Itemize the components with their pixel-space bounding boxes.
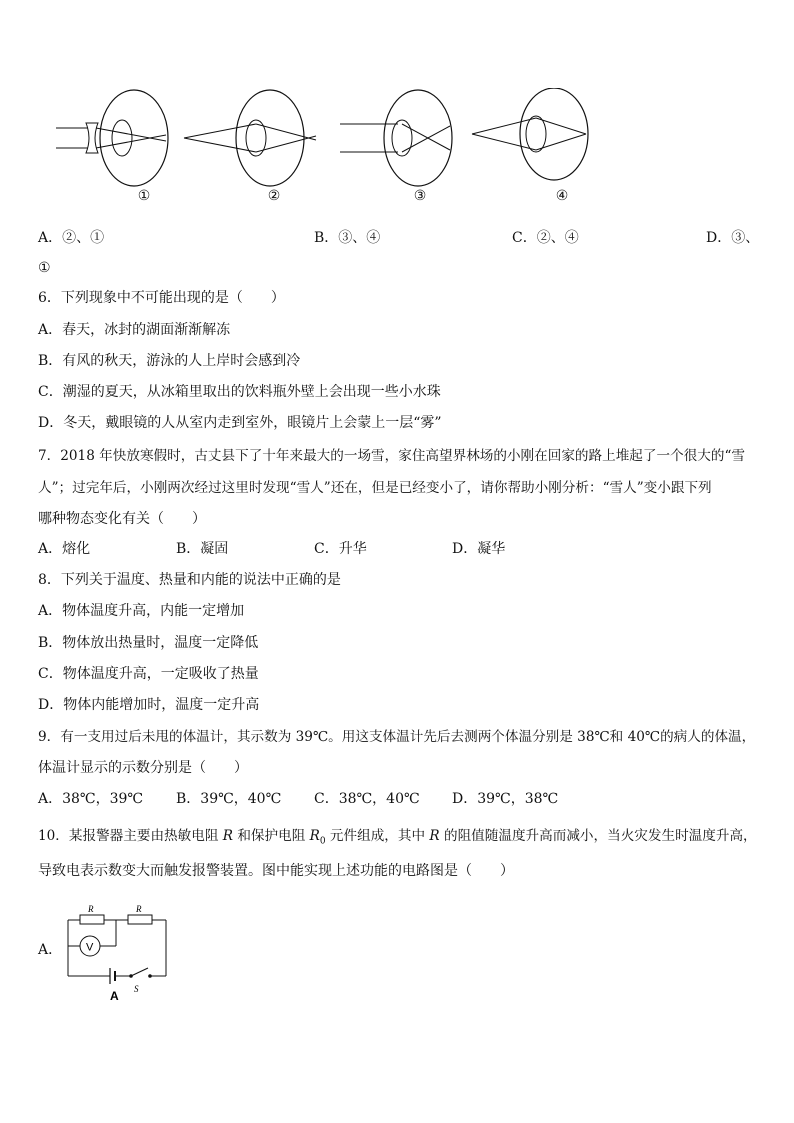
circuit-a-label: A xyxy=(110,989,119,1003)
switch-label: S xyxy=(134,984,139,994)
eye-figure-3 xyxy=(336,88,476,208)
circuit-diagram-a xyxy=(62,900,182,1008)
voltmeter-label: V xyxy=(86,941,94,954)
figure-label-2: ② xyxy=(267,188,281,204)
q10-option-a-label: A． xyxy=(38,942,63,958)
q5-option-c: C．②、④ xyxy=(512,230,579,246)
q7-option-d: D．凝华 xyxy=(452,541,506,557)
q7-stem-line1: 7．2018 年快放寒假时，古丈县下了十年来最大的一场雪，家住高望界林场的小刚在回家的路上堆起了一个很大的“雪 xyxy=(38,448,746,464)
q10-text-c: 元件组成，其中 xyxy=(325,828,430,844)
figure-label-3: ③ xyxy=(413,188,427,204)
q7-stem-line2: 人”；过完年后，小刚两次经过这里时发现“雪人”还在，但是已经变小了，请你帮助小刚分析：“雪人”变小跟下列 xyxy=(38,480,712,496)
q10-var-r0: R xyxy=(309,828,320,844)
q8-option-b: B．物体放出热量时，温度一定降低 xyxy=(38,635,259,651)
q9-option-c: C．38℃，40℃ xyxy=(314,791,420,807)
q8-option-d: D．物体内能增加时，温度一定升高 xyxy=(38,697,260,713)
q5-option-b: B．③、④ xyxy=(314,230,381,246)
resistor-2-label: R xyxy=(136,904,142,914)
q5-option-d: D．③、 xyxy=(706,230,760,246)
q6-stem: 6．下列现象中不可能出现的是（ ） xyxy=(38,290,285,306)
q10-text-b: 和保护电阻 xyxy=(233,828,310,844)
q5-option-d-cont: ① xyxy=(38,260,51,276)
q7-option-c: C．升华 xyxy=(314,541,367,557)
q10-var-r: R xyxy=(222,828,233,844)
eye-diagram-3 xyxy=(336,88,476,188)
resistor-1-label: R xyxy=(88,904,94,914)
q5-option-a: A．②、① xyxy=(38,230,105,246)
q9-stem-line2: 体温计显示的示数分别是（ ） xyxy=(38,760,248,776)
q7-option-a: A．熔化 xyxy=(38,541,91,557)
eye-figure-2 xyxy=(182,88,322,208)
q6-option-b: B．有风的秋天，游泳的人上岸时会感到冷 xyxy=(38,353,301,369)
q6-option-a: A．春天，冰封的湖面渐渐解冻 xyxy=(38,322,231,338)
eye-figure-4 xyxy=(470,88,610,208)
q10-var-r-2: R xyxy=(429,828,440,844)
eye-diagram-4 xyxy=(470,88,610,188)
q10-text-a: 10．某报警器主要由热敏电阻 xyxy=(38,828,223,844)
q9-option-a: A．38℃，39℃ xyxy=(38,791,144,807)
q9-option-d: D．39℃，38℃ xyxy=(452,791,559,807)
q10-text-d: 的阻值随温度升高而减小，当火灾发生时温度升高， xyxy=(439,828,757,844)
q8-stem: 8．下列关于温度、热量和内能的说法中正确的是 xyxy=(38,572,341,588)
q10-stem-line1 xyxy=(38,826,757,852)
q9-option-b: B．39℃，40℃ xyxy=(176,791,282,807)
eye-diagram-2 xyxy=(182,88,322,188)
q7-stem-line3: 哪种物态变化有关（ ） xyxy=(38,511,206,527)
figure-label-1: ① xyxy=(137,188,151,204)
q6-option-d: D．冬天，戴眼镜的人从室内走到室外，眼镜片上会蒙上一层“雾” xyxy=(38,415,442,431)
figure-label-4: ④ xyxy=(555,188,569,204)
q10-stem-line2: 导致电表示数变大而触发报警装置。图中能实现上述功能的电路图是（ ） xyxy=(38,863,514,879)
q10-var-r0-sub: 0 xyxy=(319,836,326,847)
q8-option-a: A．物体温度升高，内能一定增加 xyxy=(38,603,245,619)
q8-option-c: C．物体温度升高，一定吸收了热量 xyxy=(38,666,259,682)
q6-option-c: C．潮湿的夏天，从冰箱里取出的饮料瓶外壁上会出现一些小水珠 xyxy=(38,384,441,400)
circuit-svg xyxy=(62,900,182,1004)
eye-figure-1 xyxy=(52,88,192,208)
eye-diagram-1 xyxy=(52,88,192,188)
q7-option-b: B．凝固 xyxy=(176,541,229,557)
q9-stem-line1: 9．有一支用过后未甩的体温计，其示数为 39℃。用这支体温计先后去测两个体温分别是 38℃和 40℃的病人的体温， xyxy=(38,729,756,745)
